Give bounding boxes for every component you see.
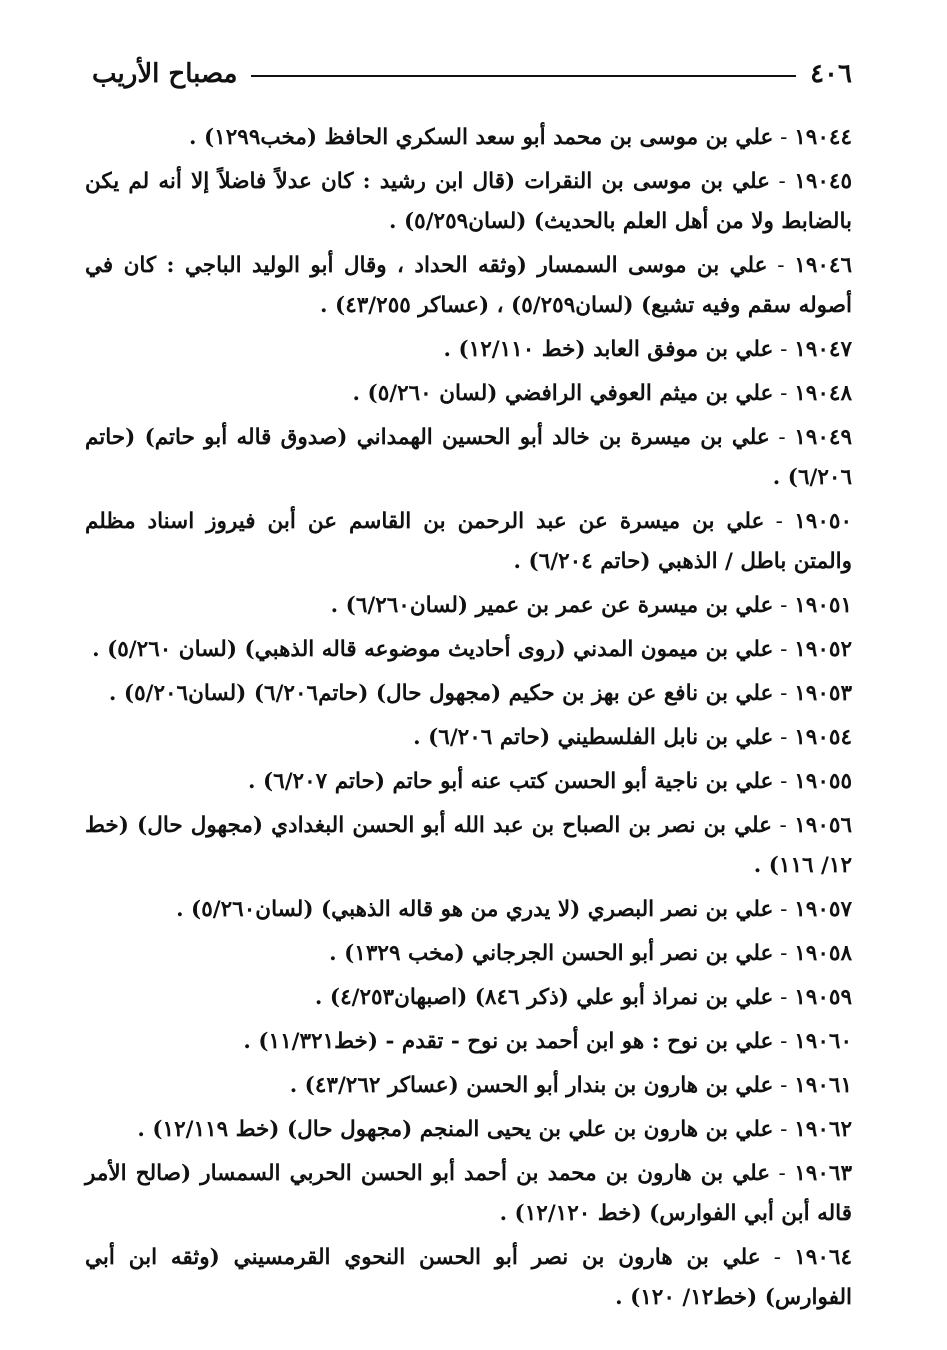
entry-text: علي بن ميسرة عن عمر بن عمير (لسان٦/٢٦٠) . (330, 593, 774, 618)
entry: ١٩٠٥٢ - علي بن ميمون المدني (روى أحاديث موضوعه قاله الذهبي) (لسان ٥/٢٦٠) . (92, 637, 852, 662)
entry-number: ١٩٠٥٣ (794, 681, 852, 706)
entry: ١٩٠٦٠ - علي بن نوح : هو ابن أحمد بن نوح - تقدم - (خط١١/٣٢١) . (243, 1029, 852, 1054)
entry: ١٩٠٥٧ - علي بن نصر البصري (لا يدري من هو قاله الذهبي) (لسان٥/٢٦٠) . (176, 897, 852, 922)
entry: ١٩٠٤٧ - علي بن موفق العابد (خط ١٢/١١٠) . (443, 337, 852, 362)
entry-text: علي بن موسى بن النقرات (قال ابن رشيد : كان عدلاً فاضلاً إلا أنه لم يكن بالضابط ولا من أهل العلم بالحديث) (لسان٥/٢٥٩) . (85, 169, 852, 234)
entry-text: علي بن ميثم العوفي الرافضي (لسان ٥/٢٦٠) . (352, 381, 774, 406)
header-rule (251, 75, 796, 77)
entry-number: ١٩٠٥٢ (794, 637, 852, 662)
entry-text: علي بن نوح : هو ابن أحمد بن نوح - تقدم - (خط١١/٣٢١) . (243, 1029, 774, 1054)
entry: ١٩٠٥٨ - علي بن نصر أبو الحسن الجرجاني (مخب ١٣٢٩) . (329, 941, 852, 966)
entry: ١٩٠٤٩ - علي بن ميسرة بن خالد أبو الحسين الهمداني (صدوق قاله أبو حاتم) (حاتم ٦/٢٠٦) . (85, 425, 852, 490)
entry-text: علي بن ميسرة بن خالد أبو الحسين الهمداني (صدوق قاله أبو حاتم) (حاتم ٦/٢٠٦) . (85, 425, 852, 490)
entry-text: علي بن هارون بن علي بن يحيى المنجم (مجهول حال) (خط ١٢/١١٩) . (137, 1117, 774, 1142)
entry-number: ١٩٠٤٥ (794, 169, 853, 194)
entry: ١٩٠٦٢ - علي بن هارون بن علي بن يحيى المنجم (مجهول حال) (خط ١٢/١١٩) . (137, 1117, 852, 1142)
entry-number: ١٩٠٥٠ (794, 509, 852, 534)
entry: ١٩٠٥٣ - علي بن نافع عن بهز بن حكيم (مجهول حال) (حاتم٦/٢٠٦) (لسان٥/٢٠٦) . (108, 681, 852, 706)
entry-number: ١٩٠٥٥ (794, 769, 852, 794)
entry-number: ١٩٠٥٦ (794, 813, 852, 838)
entry-text: علي بن ميسرة عن عبد الرحمن بن القاسم عن أبن فيروز اسناد مظلم والمتن باطل / الذهبي (حاتم ٦/٢٠٤) . (85, 509, 852, 574)
entry-text: علي بن نمراذ أبو علي (ذكر ٨٤٦) (اصبهان٤/٢٥٣) . (314, 985, 774, 1010)
entry: ١٩٠٥٦ - علي بن نصر بن الصباح بن عبد الله أبو الحسن البغدادي (مجهول حال) (خط ١٢/ ١١٦) . (85, 813, 852, 878)
entry: ١٩٠٦٤ - علي بن هارون بن نصر أبو الحسن النحوي القرمسيني (وثقه ابن أبي الفوارس) (خط١٢/ ١٢٠) . (85, 1245, 852, 1310)
entry-text: علي بن نصر بن الصباح بن عبد الله أبو الحسن البغدادي (مجهول حال) (خط ١٢/ ١١٦) . (85, 813, 852, 878)
entry-text: علي بن نصر البصري (لا يدري من هو قاله الذهبي) (لسان٥/٢٦٠) . (176, 897, 774, 922)
entry-text: علي بن هارون بن بندار أبو الحسن (عساكر ٤٣/٢٦٢) . (289, 1073, 774, 1098)
entry: ١٩٠٦٣ - علي بن هارون بن محمد بن أحمد أبو الحسن الحربي السمسار (صالح الأمر قاله أبن أبي الفوارس) (خط ١٢/١٢٠) . (85, 1161, 852, 1226)
entry: ١٩٠٤٤ - علي بن موسى بن محمد أبو سعد السكري الحافظ (مخب١٢٩٩) . (189, 125, 852, 150)
entry-number: ١٩٠٦٢ (794, 1117, 852, 1142)
entry-text: علي بن ناجية أبو الحسن كتب عنه أبو حاتم (حاتم ٦/٢٠٧) . (248, 769, 774, 794)
entry-text: علي بن موسى بن محمد أبو سعد السكري الحافظ (مخب١٢٩٩) . (189, 125, 774, 150)
entry: ١٩٠٥٩ - علي بن نمراذ أبو علي (ذكر ٨٤٦) (اصبهان٤/٢٥٣) . (314, 985, 852, 1010)
entry: ١٩٠٤٥ - علي بن موسى بن النقرات (قال ابن رشيد : كان عدلاً فاضلاً إلا أنه لم يكن بالضابط ولا من أهل العلم بالحديث) (لسان٥/٢٥٩) . (85, 169, 853, 234)
entry-text: علي بن ميمون المدني (روى أحاديث موضوعه قاله الذهبي) (لسان ٥/٢٦٠) . (92, 637, 774, 662)
entry-number: ١٩٠٦٤ (794, 1245, 852, 1270)
entry: ١٩٠٥٥ - علي بن ناجية أبو الحسن كتب عنه أبو حاتم (حاتم ٦/٢٠٧) . (248, 769, 852, 794)
entry-number: ١٩٠٥١ (794, 593, 852, 618)
entry: ١٩٠٥٤ - علي بن نابل الفلسطيني (حاتم ٦/٢٠٦) . (413, 725, 852, 750)
entry-number: ١٩٠٦٠ (794, 1029, 852, 1054)
entry-number: ١٩٠٥٩ (794, 985, 852, 1010)
entry-text: علي بن هارون بن نصر أبو الحسن النحوي القرمسيني (وثقه ابن أبي الفوارس) (خط١٢/ ١٢٠) . (85, 1245, 852, 1310)
entry-number: ١٩٠٥٨ (794, 941, 852, 966)
entry-list (85, 118, 852, 1322)
entry: ١٩٠٥١ - علي بن ميسرة عن عمر بن عمير (لسان٦/٢٦٠) . (330, 593, 852, 618)
entry-number: ١٩٠٤٩ (794, 425, 852, 450)
page-number: ٤٠٦ (810, 59, 852, 89)
entry-number: ١٩٠٥٧ (794, 897, 852, 922)
entry-text: علي بن نصر أبو الحسن الجرجاني (مخب ١٣٢٩) . (329, 941, 774, 966)
running-title: مصباح الأريب (92, 59, 238, 89)
entry-number: ١٩٠٤٧ (794, 337, 852, 362)
entry-text: علي بن موسى السمسار (وثقه الحداد ، وقال أبو الوليد الباجي : كان في أصوله سقم وفيه تشيع) (لسان٥/٢٥٩) ، (عساكر ٤٣/٢٥٥) . (85, 253, 852, 318)
entry: ١٩٠٦١ - علي بن هارون بن بندار أبو الحسن (عساكر ٤٣/٢٦٢) . (289, 1073, 852, 1098)
entry-text: علي بن نافع عن بهز بن حكيم (مجهول حال) (حاتم٦/٢٠٦) (لسان٥/٢٠٦) . (108, 681, 774, 706)
entry-number: ١٩٠٤٤ (794, 125, 852, 150)
entry-number: ١٩٠٤٦ (794, 253, 853, 278)
entry-text: علي بن هارون بن محمد بن أحمد أبو الحسن الحربي السمسار (صالح الأمر قاله أبن أبي الفوارس) (خط ١٢/١٢٠) . (85, 1161, 852, 1226)
entry-text: علي بن موفق العابد (خط ١٢/١١٠) . (443, 337, 774, 362)
entry-text: علي بن نابل الفلسطيني (حاتم ٦/٢٠٦) . (413, 725, 774, 750)
page-header (92, 52, 852, 96)
entry: ١٩٠٤٦ - علي بن موسى السمسار (وثقه الحداد ، وقال أبو الوليد الباجي : كان في أصوله سقم وفيه تشيع) (لسان٥/٢٥٩) ، (عساكر ٤٣/٢٥٥) . (85, 253, 853, 318)
entry: ١٩٠٥٠ - علي بن ميسرة عن عبد الرحمن بن القاسم عن أبن فيروز اسناد مظلم والمتن باطل / الذهبي (حاتم ٦/٢٠٤) . (85, 509, 852, 574)
entry-number: ١٩٠٦١ (794, 1073, 852, 1098)
entry-number: ١٩٠٦٣ (794, 1161, 852, 1186)
entry: ١٩٠٤٨ - علي بن ميثم العوفي الرافضي (لسان ٥/٢٦٠) . (352, 381, 852, 406)
entry-number: ١٩٠٥٤ (794, 725, 852, 750)
entry-number: ١٩٠٤٨ (794, 381, 852, 406)
